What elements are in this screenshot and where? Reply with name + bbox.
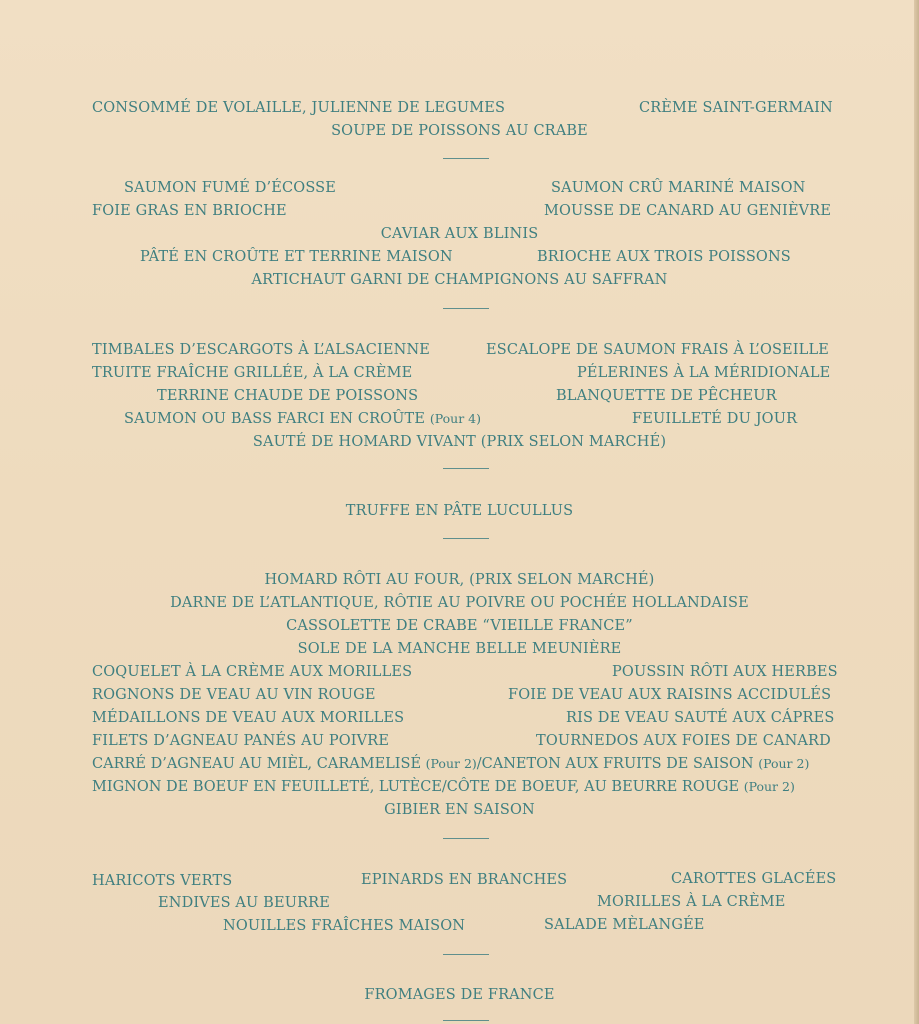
menu-item-soupe-poissons: SOUPE DE POISSONS AU CRABE bbox=[331, 123, 588, 139]
menu-item-blanquette: BLANQUETTE DE PÊCHEUR bbox=[556, 388, 777, 404]
menu-item-rognons: ROGNONS DE VEAU AU VIN ROUGE bbox=[92, 687, 376, 703]
portion-note: (Pour 2) bbox=[425, 756, 477, 771]
menu-item-epinards: EPINARDS EN BRANCHES bbox=[361, 872, 568, 888]
menu-item-ris-veau: RIS DE VEAU SAUTÉ AUX CÁPRES bbox=[566, 710, 835, 726]
menu-item-artichaut: ARTICHAUT GARNI DE CHAMPIGNONS AU SAFFRAN bbox=[251, 272, 668, 288]
dish-name: /CANETON AUX FRUITS DE SAISON bbox=[476, 756, 754, 772]
portion-note: (Pour 2) bbox=[743, 779, 795, 794]
dish-name: MIGNON DE BOEUF EN FEUILLETÉ, LUTÈCE/CÔTE DE BOEUF, AU BEURRE ROUGE bbox=[92, 779, 740, 795]
section-divider bbox=[443, 538, 489, 539]
menu-item-truffe: TRUFFE EN PÂTE LUCULLUS bbox=[345, 503, 574, 519]
menu-item-salade: SALADE MÈLANGÉE bbox=[544, 917, 705, 933]
menu-item-fromages: FROMAGES DE FRANCE bbox=[364, 987, 555, 1003]
portion-note: (Pour 2) bbox=[758, 756, 810, 771]
menu-item-saute-homard: SAUTÉ DE HOMARD VIVANT (PRIX SELON MARCHÉ) bbox=[252, 434, 667, 450]
menu-item-foie-veau: FOIE DE VEAU AUX RAISINS ACCIDULÉS bbox=[508, 687, 832, 703]
menu-item-terrine-chaude: TERRINE CHAUDE DE POISSONS bbox=[157, 388, 419, 404]
menu-item-coquelet: COQUELET À LA CRÈME AUX MORILLES bbox=[92, 664, 413, 680]
menu-item-escalope-saumon: ESCALOPE DE SAUMON FRAIS À L’OSEILLE bbox=[486, 342, 829, 358]
menu-item-endives: ENDIVES AU BEURRE bbox=[158, 895, 330, 911]
menu-item-medaillons: MÉDAILLONS DE VEAU AUX MORILLES bbox=[92, 710, 405, 726]
menu-item-nouilles: NOUILLES FRAÎCHES MAISON bbox=[223, 918, 466, 934]
section-divider bbox=[443, 1020, 489, 1021]
dish-name: CARRÉ D’AGNEAU AU MIÈL, CARAMELISÉ bbox=[92, 756, 422, 772]
menu-item-brioche-poissons: BRIOCHE AUX TROIS POISSONS bbox=[537, 249, 791, 265]
menu-item-mignon-boeuf bbox=[92, 778, 795, 796]
menu-item-gibier: GIBIER EN SAISON bbox=[384, 802, 535, 818]
menu-item-carottes: CAROTTES GLACÉES bbox=[671, 871, 837, 887]
menu-item-foie-gras: FOIE GRAS EN BRIOCHE bbox=[92, 203, 287, 219]
section-divider bbox=[443, 954, 489, 955]
section-divider bbox=[443, 158, 489, 159]
menu-item-poussin: POUSSIN RÔTI AUX HERBES bbox=[612, 664, 838, 680]
section-divider bbox=[443, 468, 489, 469]
portion-note: (Pour 4) bbox=[429, 411, 482, 426]
menu-item-feuillete-jour: FEUILLETÉ DU JOUR bbox=[632, 411, 798, 427]
menu-item-carre-caneton bbox=[92, 755, 809, 773]
section-divider bbox=[443, 838, 489, 839]
menu-item-saumon-cru: SAUMON CRÛ MARINÉ MAISON bbox=[551, 180, 806, 196]
menu-item-truite: TRUITE FRAÎCHE GRILLÉE, À LA CRÈME bbox=[92, 365, 413, 381]
menu-item-tournedos: TOURNEDOS AUX FOIES DE CANARD bbox=[536, 733, 831, 749]
menu-item-darne: DARNE DE L’ATLANTIQUE, RÔTIE AU POIVRE OU POCHÉE HOLLANDAISE bbox=[170, 595, 749, 611]
menu-item-caviar: CAVIAR AUX BLINIS bbox=[380, 226, 539, 242]
menu-item-saumon-fume: SAUMON FUMÉ D’ÉCOSSE bbox=[124, 180, 336, 196]
menu-item-mousse-canard: MOUSSE DE CANARD AU GENIÈVRE bbox=[544, 203, 832, 219]
menu-item-saumon-bass bbox=[124, 410, 481, 428]
dish-name: SAUMON OU BASS FARCI EN CROÛTE bbox=[124, 411, 426, 427]
menu-item-consomme: CONSOMMÉ DE VOLAILLE, JULIENNE DE LEGUMES bbox=[92, 100, 506, 116]
menu-item-morilles: MORILLES À LA CRÈME bbox=[597, 894, 786, 910]
section-divider bbox=[443, 308, 489, 309]
page-edge bbox=[914, 0, 919, 1024]
menu-item-timbales-escargots: TIMBALES D’ESCARGOTS À L’ALSACIENNE bbox=[92, 342, 431, 358]
menu-item-pelerines: PÉLERINES À LA MÉRIDIONALE bbox=[577, 365, 831, 381]
menu-item-homard-roti: HOMARD RÔTI AU FOUR, (PRIX SELON MARCHÉ) bbox=[264, 572, 655, 588]
menu-item-creme-saint-germain: CRÈME SAINT-GERMAIN bbox=[639, 100, 833, 116]
menu-item-pate-croute: PÂTÉ EN CROÛTE ET TERRINE MAISON bbox=[140, 249, 453, 265]
menu-item-sole: SOLE DE LA MANCHE BELLE MEUNIÈRE bbox=[297, 641, 622, 657]
menu-item-filets-agneau: FILETS D’AGNEAU PANÉS AU POIVRE bbox=[92, 733, 390, 749]
menu-item-haricots: HARICOTS VERTS bbox=[92, 873, 233, 889]
menu-item-cassolette: CASSOLETTE DE CRABE “VIEILLE FRANCE” bbox=[286, 618, 633, 634]
